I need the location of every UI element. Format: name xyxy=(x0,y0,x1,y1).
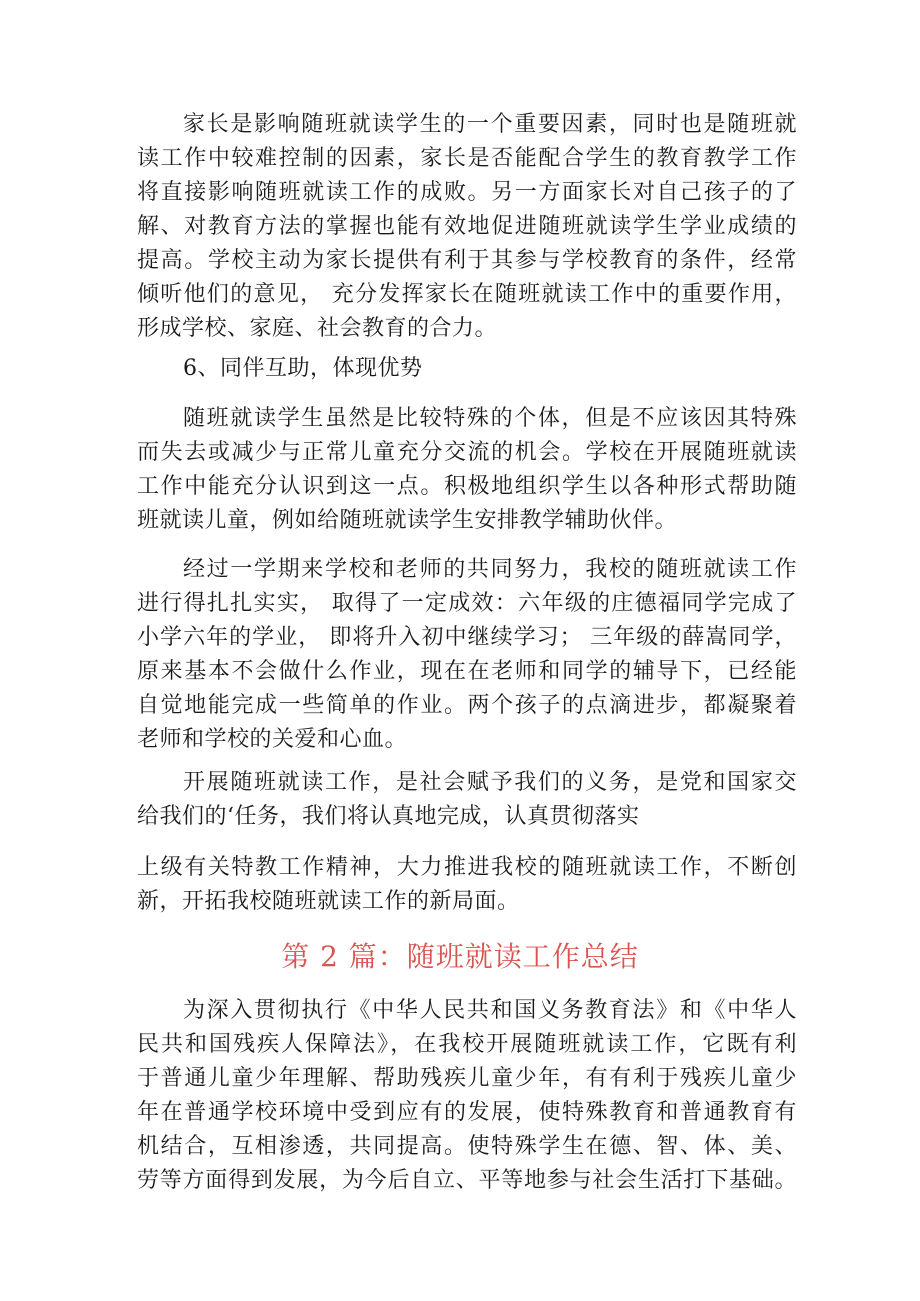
paragraph-line: 家长是影响随班就读学生的一个重要因素，同时也是随班就 xyxy=(183,112,797,137)
paragraph-parent-role xyxy=(137,108,797,346)
paragraph-line: 原来基本不会做什么作业，现在在老师和同学的辅导下，已经能 xyxy=(137,659,797,684)
paragraph-peer-support xyxy=(137,402,797,538)
paragraph-line: 提高。学校主动为家长提供有利于其参与学校教育的条件，经常 xyxy=(137,248,797,273)
paragraph-line: 读工作中较难控制的因素，家长是否能配合学生的教育教学工作 xyxy=(137,146,797,171)
paragraph-achievements xyxy=(137,553,797,757)
paragraph-line: 为深入贯彻执行《中华人民共和国义务教育法》和《中华人 xyxy=(183,998,797,1023)
paragraph-line: 工作中能充分认识到这一点。积极地组织学生以各种形式帮助随 xyxy=(137,474,797,499)
paragraph-section-intro xyxy=(137,994,797,1198)
paragraph-line: 年在普通学校环境中受到应有的发展，使特殊教育和普通教育有 xyxy=(137,1100,797,1125)
paragraph-line: 而失去或减少与正常儿童充分交流的机会。学校在开展随班就读 xyxy=(137,440,797,465)
subheading-peer-support xyxy=(137,352,797,386)
paragraph-line: 形成学校、家庭、社会教育的合力。 xyxy=(137,316,498,341)
paragraph-line: 给我们的‘任务，我们将认真地完成，认真贯彻落实 xyxy=(137,804,640,829)
paragraph-line: 老师和学校的关爱和心血。 xyxy=(137,727,408,752)
subheading-text: 6、同伴互助，体现优势 xyxy=(183,356,423,381)
paragraph-line: 机结合，互相渗透，共同提高。使特殊学生在德、智、体、美、 xyxy=(137,1134,797,1159)
paragraph-obligation xyxy=(137,766,797,834)
paragraph-line: 将直接影响随班就读工作的成败。另一方面家长对自己孩子的了 xyxy=(137,180,797,205)
paragraph-line: 小学六年的学业， 即将升入初中继续学习； 三年级的薛嵩同学， xyxy=(137,625,797,650)
paragraph-line: 上级有关特教工作精神，大力推进我校的随班就读工作，不断创 xyxy=(137,855,797,880)
paragraph-line: 解、对教育方法的掌握也能有效地促进随班就读学生学业成绩的 xyxy=(137,214,797,239)
paragraph-line: 新，开拓我校随班就读工作的新局面。 xyxy=(137,889,520,914)
paragraph-line: 随班就读学生虽然是比较特殊的个体，但是不应该因其特殊 xyxy=(183,406,797,431)
paragraph-line: 于普通儿童少年理解、帮助残疾儿童少年，有有利于残疾儿童少 xyxy=(137,1066,797,1091)
paragraph-line: 自觉地能完成一些简单的作业。两个孩子的点滴进步，都凝聚着 xyxy=(137,693,797,718)
paragraph-line: 经过一学期来学校和老师的共同努力，我校的随班就读工作 xyxy=(183,557,797,582)
paragraph-line: 开展随班就读工作，是社会赋予我们的义务，是党和国家交 xyxy=(183,770,797,795)
paragraph-line: 民共和国残疾人保障法》，在我校开展随班就读工作，它既有利 xyxy=(137,1032,797,1057)
paragraph-line: 劳等方面得到发展，为今后自立、平等地参与社会生活打下基础。 xyxy=(137,1168,797,1193)
paragraph-line: 班就读儿童，例如给随班就读学生安排教学辅助伙伴。 xyxy=(137,508,678,533)
paragraph-continuation xyxy=(137,851,797,919)
section-heading: 第 2 篇：随班就读工作总结 xyxy=(281,940,639,973)
paragraph-line: 进行得扎扎实实， 取得了一定成效：六年级的庄德福同学完成了 xyxy=(137,591,797,616)
paragraph-line: 倾听他们的意见， 充分发挥家长在随班就读工作中的重要作用， xyxy=(137,282,797,307)
